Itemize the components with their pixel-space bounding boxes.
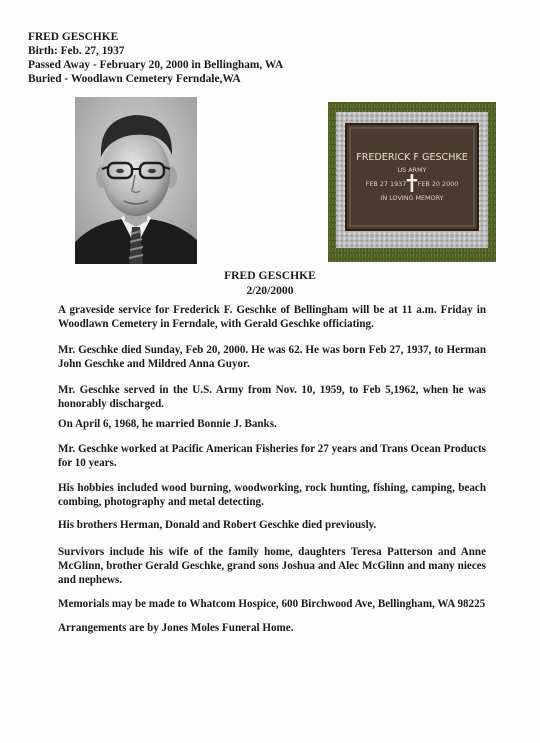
paragraph: Mr. Geschke served in the U.S. Army from Nov. 10, 1959, to Feb 5,1962, when he was honorably discharged.: [58, 384, 486, 411]
obituary-date: 2/20/2000: [246, 284, 294, 297]
paragraph: Memorials may be made to Whatcom Hospice, 600 Birchwood Ave, Bellingham, WA 98225: [58, 598, 486, 610]
paragraph: Mr. Geschke worked at Pacific American Fisheries for 27 years and Trans Ocean Products for 10 years.: [58, 443, 486, 470]
plaque-died: FEB 20 2000: [417, 180, 459, 188]
header-name: FRED GESCHKE: [28, 31, 119, 43]
plaque-photo: [328, 102, 496, 262]
header-buried: Buried - Woodlawn Cemetery Ferndale,WA: [28, 73, 241, 85]
paragraph: On April 6, 1968, he married Bonnie J. Banks.: [58, 418, 277, 430]
paragraph: His hobbies included wood burning, woodworking, rock hunting, fishing, camping, beach combing, photography and metal detecting.: [58, 482, 486, 509]
plaque-service: US ARMY: [397, 166, 427, 174]
header-block: [28, 30, 283, 86]
plaque-name: FREDERICK F GESCHKE: [356, 152, 468, 163]
plaque-memory: IN LOVING MEMORY: [380, 194, 444, 202]
paragraph: Survivors include his wife of the family home, daughters Teresa Patterson and Anne McGlinn, brother Gerald Geschke, grand sons Joshua and Alec McGlinn and many nieces and nephews.: [58, 546, 486, 587]
plaque-born: FEB 27 1937: [365, 180, 407, 188]
paragraph: Mr. Geschke died Sunday, Feb 20, 2000. He was 62. He was born Feb 27, 1937, to Herman John Geschke and Mildred Anna Guyor.: [58, 344, 486, 371]
header-passed: Passed Away - February 20, 2000 in Bellingham, WA: [28, 59, 284, 71]
paragraph: Arrangements are by Jones Moles Funeral Home.: [58, 622, 294, 634]
portrait-image: [75, 97, 197, 264]
header-birth: Birth: Feb. 27, 1937: [28, 45, 125, 57]
obituary-title: FRED GESCHKE: [224, 269, 316, 282]
paragraph: A graveside service for Frederick F. Geschke of Bellingham will be at 11 a.m. Friday in Woodlawn Cemetery in Ferndale, with Gerald Geschke officiating.: [58, 304, 486, 331]
plaque-image: [328, 102, 496, 262]
portrait-photo: [75, 97, 197, 264]
paragraph: His brothers Herman, Donald and Robert Geschke died previously.: [58, 519, 377, 531]
